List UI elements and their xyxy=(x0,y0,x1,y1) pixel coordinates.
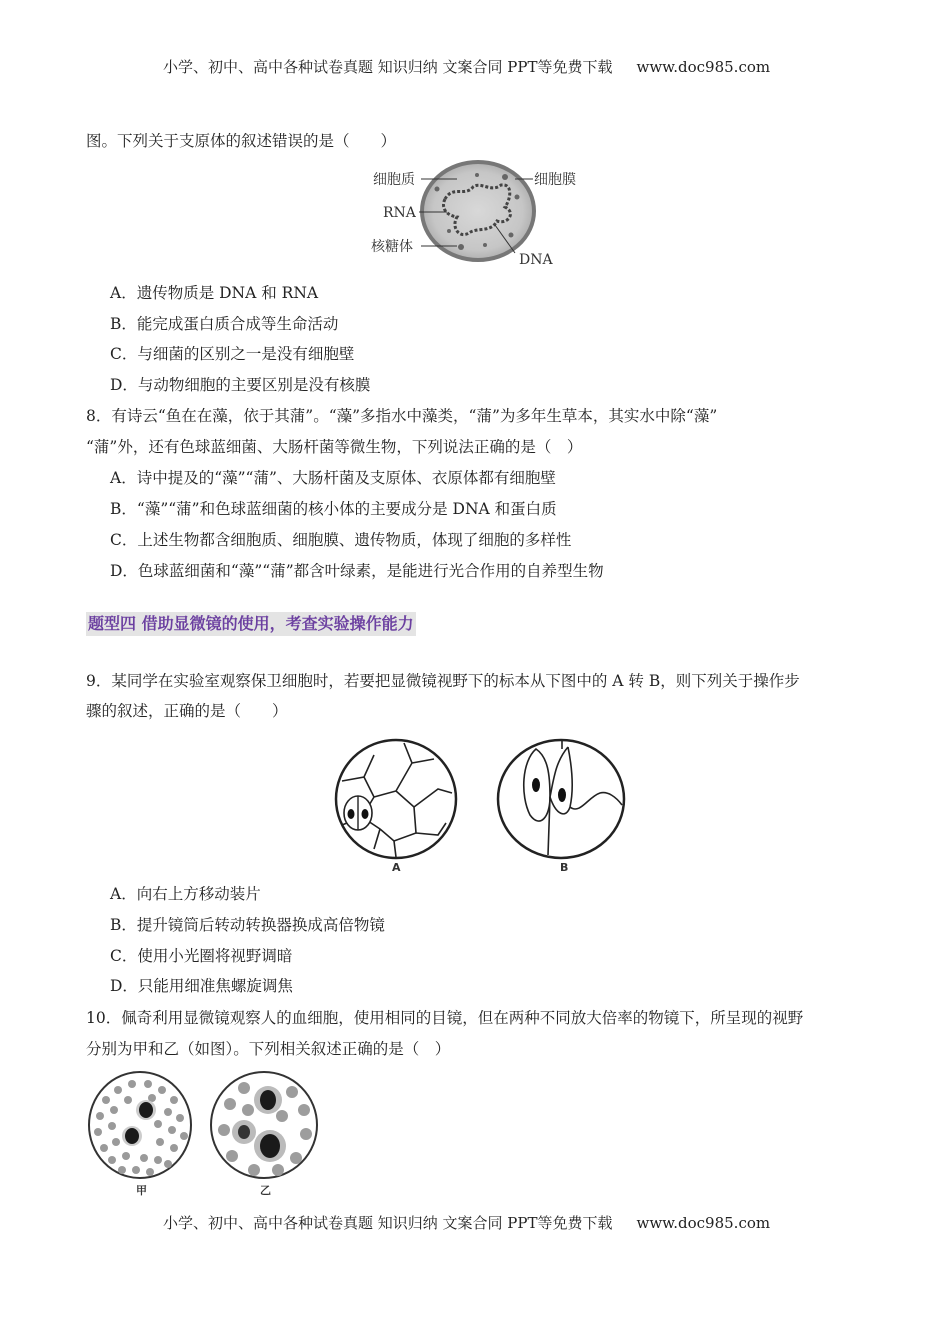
footer-url[interactable]: www.doc985.com xyxy=(636,1214,771,1232)
q9-option-d[interactable]: D．只能用细准焦螺旋调焦 xyxy=(110,977,293,995)
label-dna: DNA xyxy=(519,252,553,268)
q8-option-a[interactable]: A．诗中提及的“藻”“蒲”、大肠杆菌及支原体、衣原体都有细胞壁 xyxy=(110,469,556,487)
q9-stem-line1: 9．某同学在实验室观察保卫细胞时，若要把显微镜视野下的标本从下图中的 A 转 B，则下列关于操作步 xyxy=(86,672,800,690)
ribosome-dot xyxy=(447,229,451,233)
page-header xyxy=(163,57,770,77)
microscope-field-a xyxy=(334,737,460,877)
label-rna: RNA xyxy=(383,205,416,221)
q8-stem-line2: “蒲”外，还有色球蓝细菌、大肠杆菌等微生物，下列说法正确的是（ ） xyxy=(86,438,583,456)
header-text: 小学、初中、高中各种试卷真题 知识归纳 文案合同 PPT等免费下载 xyxy=(163,58,613,76)
q7-option-c[interactable]: C．与细菌的区别之一是没有细胞壁 xyxy=(110,345,355,363)
q9-stem-line2: 骤的叙述，正确的是（ ） xyxy=(86,702,288,720)
ribosome-dot xyxy=(502,174,508,180)
label-field-b: B xyxy=(560,861,569,874)
microscope-field-b xyxy=(496,737,628,877)
ribosome-dot xyxy=(483,243,487,247)
q8-option-b[interactable]: B．“藻”“蒲”和色球蓝细菌的核小体的主要成分是 DNA 和蛋白质 xyxy=(110,500,557,518)
page-footer xyxy=(163,1213,770,1233)
label-yi: 乙 xyxy=(260,1184,271,1197)
label-jia: 甲 xyxy=(136,1184,147,1197)
label-membrane: 细胞膜 xyxy=(534,172,576,188)
label-ribosome: 核糖体 xyxy=(371,239,413,255)
blood-field-jia xyxy=(86,1070,196,1200)
mycoplasma-figure xyxy=(365,155,605,275)
ribosome-dot xyxy=(458,244,464,250)
q7-option-a[interactable]: A．遗传物质是 DNA 和 RNA xyxy=(110,284,319,302)
ribosome-dot xyxy=(515,195,520,200)
section-title: 题型四 借助显微镜的使用，考查实验操作能力 xyxy=(86,612,416,636)
ribosome-dot xyxy=(475,173,479,177)
q9-option-b[interactable]: B．提升镜筒后转动转换器换成高倍物镜 xyxy=(110,916,385,934)
q9-option-c[interactable]: C．使用小光圈将视野调暗 xyxy=(110,947,293,965)
label-field-a: A xyxy=(392,861,401,874)
q7-option-d[interactable]: D．与动物细胞的主要区别是没有核膜 xyxy=(110,376,371,394)
header-url[interactable]: www.doc985.com xyxy=(636,58,771,76)
ribosome-dot xyxy=(435,187,440,192)
q7-option-b[interactable]: B．能完成蛋白质合成等生命活动 xyxy=(110,315,339,333)
blood-field-yi xyxy=(208,1070,320,1200)
q9-option-a[interactable]: A．向右上方移动装片 xyxy=(110,885,261,903)
q8-option-c[interactable]: C．上述生物都含细胞质、细胞膜、遗传物质，体现了细胞的多样性 xyxy=(110,531,572,549)
q8-stem-line1: 8．有诗云“鱼在在藻，依于其蒲”。“藻”多指水中藻类，“蒲”为多年生草本，其实水中除“藻” xyxy=(86,407,718,425)
q7-stem: 图。下列关于支原体的叙述错误的是（ ） xyxy=(86,132,397,150)
ribosome-dot xyxy=(509,233,514,238)
q8-option-d[interactable]: D．色球蓝细菌和“藻”“蒲”都含叶绿素，是能进行光合作用的自养型生物 xyxy=(110,562,604,580)
label-cytoplasm: 细胞质 xyxy=(373,172,415,188)
q10-stem-line2: 分别为甲和乙（如图）。下列相关叙述正确的是（ ） xyxy=(86,1040,451,1058)
footer-text: 小学、初中、高中各种试卷真题 知识归纳 文案合同 PPT等免费下载 xyxy=(163,1214,613,1232)
q10-stem-line1: 10．佩奇利用显微镜观察人的血细胞，使用相同的目镜，但在两种不同放大倍率的物镜下，所呈现的视野 xyxy=(86,1009,804,1027)
